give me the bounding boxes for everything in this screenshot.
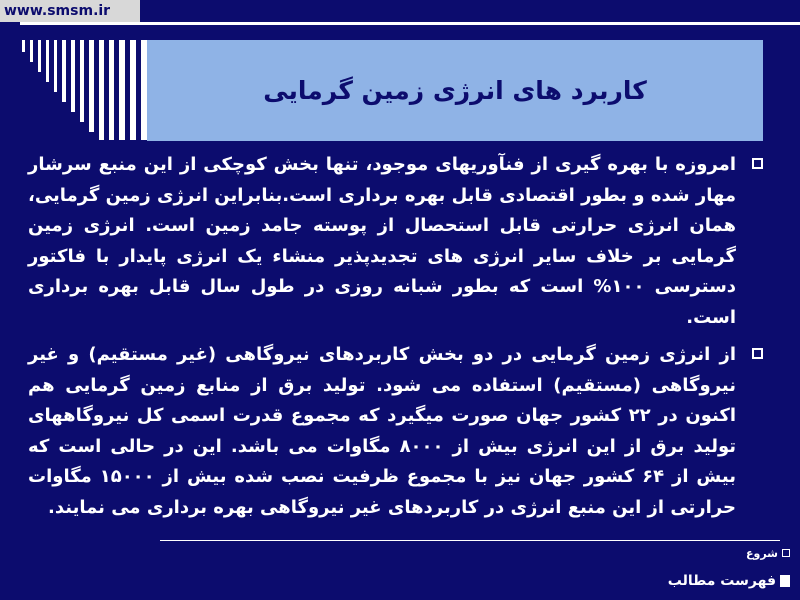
- arrow-icon: [780, 575, 790, 587]
- footer-nav: [668, 543, 790, 589]
- square-link-icon: [782, 549, 790, 557]
- slide-content: [28, 150, 766, 530]
- top-divider: [20, 22, 800, 25]
- start-label: شروع: [745, 546, 778, 560]
- square-bullet-icon: [752, 158, 763, 169]
- square-bullet-icon: [752, 348, 763, 359]
- site-watermark: [0, 0, 140, 22]
- bullet-text: از انرژی زمین گرمایی در دو بخش کاربردهای نیروگاهی (غیر مستقیم) و غیر نیروگاهی (مستقیم) استفاده می شود. تولید برق از منابع زمین گرمایی هم اکنون در ۲۲ کشور جهان صورت میگیرد که مجموع قدرت اسمی کل نیروگاههای تولید برق از این انرژی بیش از ۸۰۰۰ مگاوات می باشد. این در حالی است که بیش از ۶۴ کشور جهان نیز با مجموع ظرفیت نصب شده بیش از ۱۵۰۰۰ مگاوات حرارتی از این منبع انرژی در کاربردهای غیر نیروگاهی بهره برداری می نمایند.: [28, 344, 736, 518]
- slide-title: کاربرد های انرژی زمین گرمایی: [263, 76, 647, 105]
- start-link[interactable]: [668, 543, 790, 563]
- watermark-text: www.smsm.ir: [4, 3, 111, 19]
- toc-label: فهرست مطالب: [667, 573, 776, 589]
- bullet-item: [28, 150, 766, 333]
- title-box: [147, 40, 763, 141]
- bottom-divider: [160, 540, 780, 541]
- toc-link[interactable]: [668, 573, 790, 589]
- decorative-stripes: [18, 40, 153, 140]
- bullet-text: امروزه با بهره گیری از فنآوریهای موجود، تنها بخش کوچکی از این منبع سرشار مهار شده و بطور اقتصادی قابل بهره برداری است.بنابراین انرژی زمین گرمایی، همان انرژی حرارتی قابل استحصال از پوسته جامد زمین است. انرژی زمین گرمایی بر خلاف سایر انرژی های تجدیدپذیر منشاء یک انرژی پایدار با فاکتور دسترسی ۱۰۰% است که بطور شبانه روزی در طول سال قابل بهره برداری است.: [28, 154, 737, 328]
- bullet-item: [28, 340, 766, 523]
